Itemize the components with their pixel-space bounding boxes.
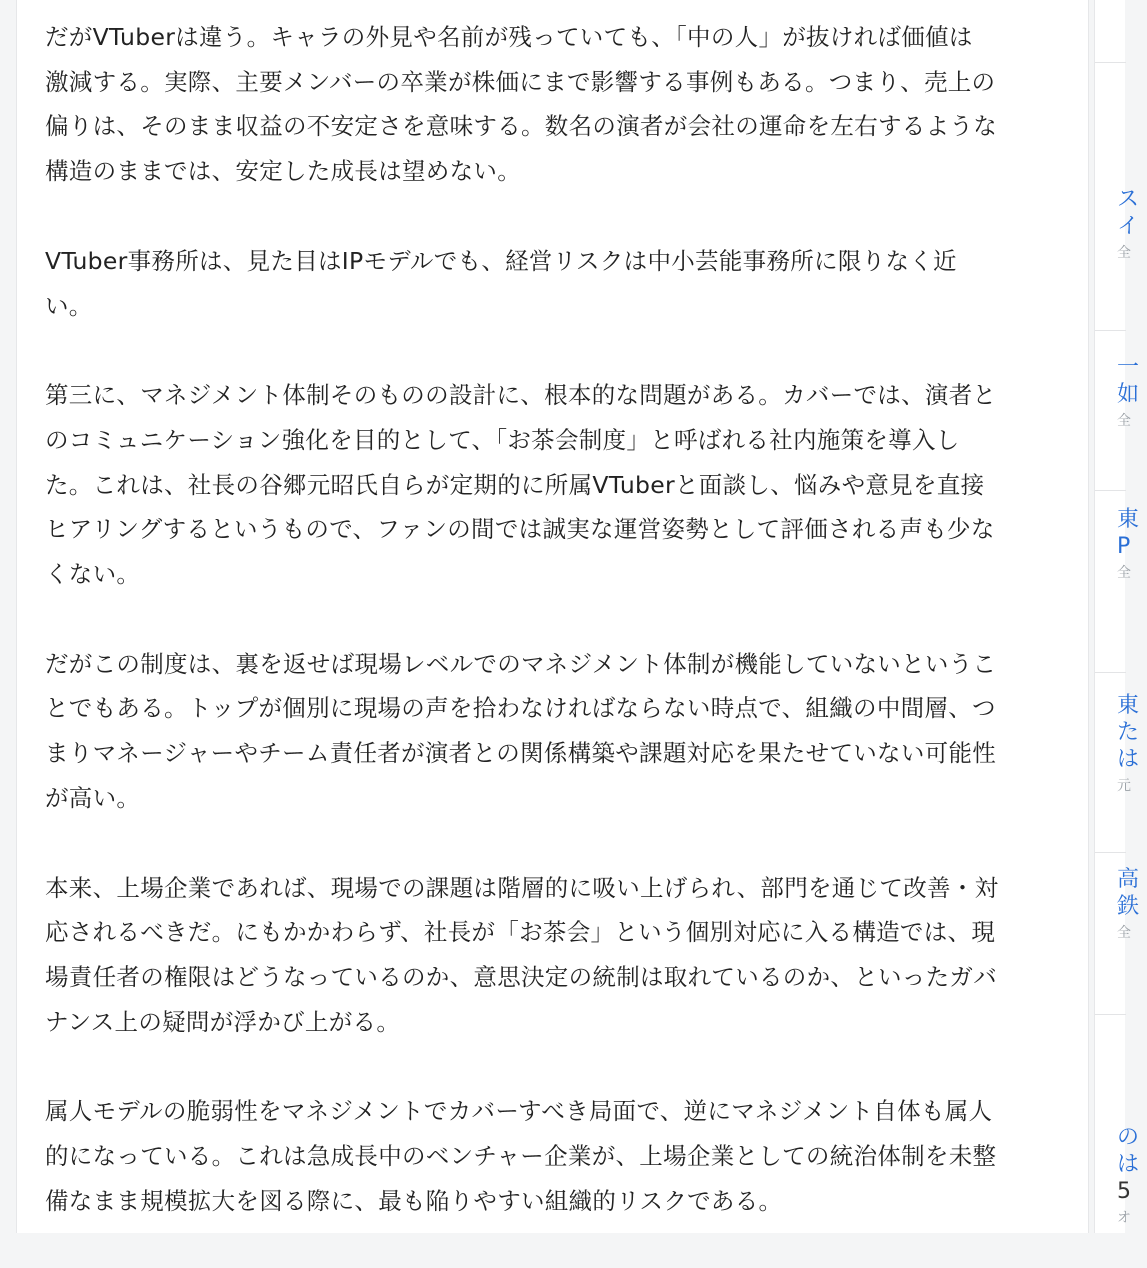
- paragraph-line: だがこの制度は、裏を返せば現場レベルでのマネジメント体制が機能していないというこ: [45, 649, 997, 678]
- sidebar-article-1[interactable]: [1117, 186, 1147, 266]
- paragraph-line: い。: [45, 291, 93, 320]
- sidebar-article-meta: 全: [1117, 925, 1131, 941]
- sidebar-article-4[interactable]: [1117, 692, 1147, 799]
- sidebar-article-title[interactable]: 鉄: [1117, 894, 1140, 919]
- sidebar-article-count: 5: [1117, 1179, 1131, 1204]
- sidebar-article-title[interactable]: ス: [1117, 187, 1140, 212]
- sidebar-article-title[interactable]: た: [1117, 720, 1140, 745]
- sidebar-divider: [1095, 490, 1126, 491]
- sidebar-article-title[interactable]: 如: [1117, 382, 1140, 407]
- paragraph-line: 場責任者の権限はどうなっているのか、意思決定の統制は取れているのか、といったガバ: [45, 962, 997, 991]
- paragraph-line: ナンス上の疑問が浮かび上がる。: [45, 1007, 401, 1036]
- paragraph-line: だがVTuberは違う。キャラの外見や名前が残っていても、「中の人」が抜ければ価値は: [45, 23, 973, 51]
- paragraph-line: 備なまま規模拡大を図る際に、最も陥りやすい組織的リスクである。: [45, 1186, 783, 1215]
- article-paragraph: [45, 373, 1075, 597]
- paragraph-line: 構造のままでは、安定した成長は望めない。: [45, 157, 521, 186]
- related-articles-sidebar: [1094, 0, 1140, 1233]
- paragraph-line: ヒアリングするというもので、ファンの間では誠実な運営姿勢として評価される声も少な: [45, 515, 995, 544]
- article-text: [45, 15, 1075, 1268]
- sidebar-article-title[interactable]: 東: [1117, 693, 1140, 718]
- paragraph-line: 応されるべきだ。にもかかわらず、社長が「お茶会」という個別対応に入る構造では、現: [45, 918, 996, 947]
- sidebar-article-title[interactable]: の: [1117, 1125, 1140, 1150]
- paragraph-line: くない。: [45, 560, 141, 589]
- article-paragraph: [45, 15, 1075, 194]
- sidebar-article-meta: オ: [1117, 1210, 1131, 1226]
- paragraph-line: まりマネージャーやチーム責任者が演者との関係構築や課題対応を果たせていない可能性: [45, 739, 997, 768]
- sidebar-article-title[interactable]: 一: [1117, 355, 1140, 380]
- paragraph-line: 偏りは、そのまま収益の不安定さを意味する。数名の演者が会社の運命を左右するような: [45, 112, 997, 141]
- paragraph-line: 激減する。実際、主要メンバーの卒業が株価にまで影響する事例もある。つまり、売上の: [45, 67, 996, 96]
- sidebar-article-meta: 全: [1117, 565, 1131, 581]
- sidebar-article-meta: 元: [1117, 778, 1131, 794]
- sidebar-divider: [1095, 62, 1126, 63]
- paragraph-line: 第三に、マネジメント体制そのものの設計に、根本的な問題がある。カバーでは、演者と: [45, 381, 997, 410]
- paragraph-line: とでもある。トップが個別に現場の声を拾わなければならない時点で、組織の中間層、つ: [45, 694, 996, 723]
- sidebar-divider: [1095, 852, 1126, 853]
- sidebar-article-3[interactable]: [1117, 506, 1147, 586]
- article-body: [16, 0, 1089, 1233]
- sidebar-article-title[interactable]: P: [1117, 534, 1131, 559]
- article-paragraph: [45, 1089, 1075, 1223]
- sidebar-divider: [1095, 1014, 1126, 1015]
- sidebar-article-meta: 全: [1117, 245, 1131, 261]
- paragraph-line: 属人モデルの脆弱性をマネジメントでカバーすべき局面で、逆にマネジメント自体も属人: [45, 1097, 993, 1126]
- sidebar-article-title[interactable]: は: [1117, 1152, 1140, 1177]
- sidebar-article-meta: 全: [1117, 413, 1131, 429]
- sidebar-article-title[interactable]: は: [1117, 747, 1140, 772]
- article-paragraph: [45, 642, 1075, 821]
- sidebar-article-5[interactable]: [1117, 866, 1147, 946]
- sidebar-article-title[interactable]: イ: [1117, 214, 1140, 239]
- sidebar-article-title[interactable]: 東: [1117, 507, 1140, 532]
- article-paragraph: [45, 239, 1075, 328]
- sidebar-divider: [1095, 330, 1126, 331]
- paragraph-line: 的になっている。これは急成長中のベンチャー企業が、上場企業としての統治体制を未整: [45, 1142, 997, 1171]
- paragraph-line: VTuber事務所は、見た目はIPモデルでも、経営リスクは中小芸能事務所に限りなく近: [45, 246, 957, 275]
- paragraph-line: のコミュニケーション強化を目的として、「お茶会制度」と呼ばれる社内施策を導入し: [45, 425, 960, 454]
- sidebar-article-2[interactable]: [1117, 354, 1147, 434]
- sidebar-article-6[interactable]: [1117, 1124, 1147, 1231]
- paragraph-line: 本来、上場企業であれば、現場での課題は階層的に吸い上げられ、部門を通じて改善・対: [45, 873, 999, 902]
- paragraph-line: た。これは、社長の谷郷元昭氏自らが定期的に所属VTuberと面談し、悩みや意見を直接: [45, 470, 985, 499]
- article-paragraph: [45, 866, 1075, 1045]
- sidebar-article-title[interactable]: 高: [1117, 867, 1140, 892]
- paragraph-line: が高い。: [45, 783, 141, 812]
- sidebar-divider: [1095, 672, 1126, 673]
